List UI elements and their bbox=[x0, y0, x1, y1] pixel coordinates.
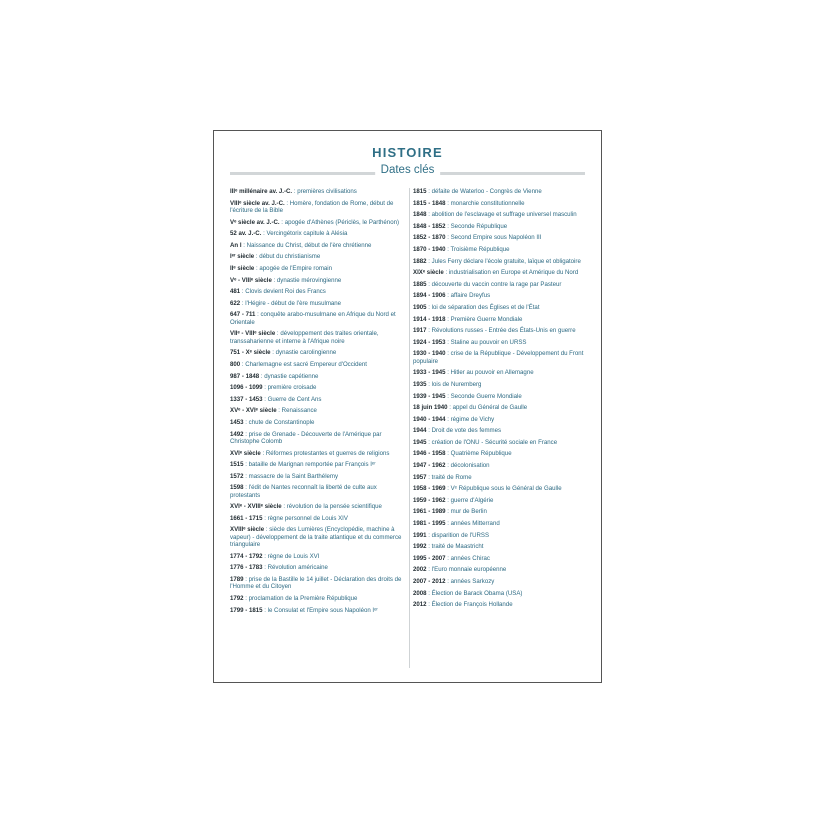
entry-text: : proclamation de la Première République bbox=[243, 595, 358, 603]
entry-date: 1946 - 1958 bbox=[413, 450, 446, 458]
entry-date: 1957 bbox=[413, 473, 427, 481]
entry-text: : Jules Ferry déclare l'école gratuite, laïque et obligatoire bbox=[426, 257, 581, 265]
entry-date: 1914 - 1918 bbox=[413, 315, 446, 323]
entry-date: 647 - 711 bbox=[230, 311, 256, 319]
timeline-entry bbox=[230, 484, 408, 499]
entry-text: : premières civilisations bbox=[292, 188, 357, 195]
timeline-entry bbox=[230, 461, 408, 468]
entry-date: 1961 - 1989 bbox=[413, 508, 446, 516]
timeline-entry bbox=[230, 553, 408, 560]
entry-date: 481 bbox=[230, 288, 241, 296]
entry-text: : mur de Berlin bbox=[445, 508, 487, 516]
entry-date: 1882 bbox=[413, 257, 427, 265]
entry-text: : guerre d'Algérie bbox=[445, 496, 494, 504]
timeline-entry bbox=[230, 473, 408, 480]
timeline-entry bbox=[230, 419, 408, 426]
entry-date: 1852 - 1870 bbox=[413, 234, 446, 242]
subtitle-row bbox=[230, 164, 585, 178]
timeline-entry bbox=[230, 230, 408, 237]
entry-date: 800 bbox=[230, 360, 241, 368]
entry-text: : bataille de Marignan remportée par François Iᵉʳ bbox=[243, 461, 376, 469]
timeline-entry bbox=[230, 277, 408, 284]
timeline-entry bbox=[413, 211, 591, 218]
entry-date: 1958 - 1969 bbox=[413, 485, 446, 493]
entry-date: 1995 - 2007 bbox=[413, 554, 446, 562]
timeline-entry bbox=[413, 369, 591, 376]
entry-date: XIXᵉ siècle bbox=[413, 269, 444, 277]
timeline-entry bbox=[230, 564, 408, 571]
timeline-entry bbox=[413, 327, 591, 334]
entry-text: : années Mitterrand bbox=[445, 520, 500, 528]
entry-text: : crise de la République - Développement du Front populaire bbox=[413, 350, 584, 365]
timeline-entry bbox=[413, 520, 591, 527]
timeline-entry bbox=[230, 431, 408, 446]
timeline-entry bbox=[230, 361, 408, 368]
entry-date: XVIᵉ - XVIIIᵉ siècle bbox=[230, 503, 282, 511]
entry-date: 1815 - 1848 bbox=[413, 199, 446, 207]
entry-date: XVᵉ - XVIᵉ siècle bbox=[230, 407, 277, 415]
entry-date: 18 juin 1940 bbox=[413, 404, 448, 412]
entry-text: : défaite de Waterloo - Congrès de Vienne bbox=[426, 188, 542, 195]
timeline-entry bbox=[230, 526, 408, 548]
entry-text: : apogée d'Athènes (Périclès, le Parthénon) bbox=[279, 218, 399, 226]
timeline-entry bbox=[413, 543, 591, 550]
timeline-entry bbox=[413, 462, 591, 469]
timeline-entry bbox=[413, 578, 591, 585]
timeline-entry bbox=[230, 311, 408, 326]
entry-date: 1981 - 1995 bbox=[413, 520, 446, 528]
entry-text: : Droit de vote des femmes bbox=[426, 427, 502, 435]
entry-text: : le Consulat et l'Empire sous Napoléon Iᵉʳ bbox=[262, 606, 378, 614]
timeline-entry bbox=[413, 485, 591, 492]
timeline-entry bbox=[413, 555, 591, 562]
entry-text: : industrialisation en Europe et Amérique du Nord bbox=[443, 269, 579, 277]
entry-text: : Révolution américaine bbox=[262, 564, 328, 572]
entry-date: 1905 bbox=[413, 303, 427, 311]
timeline-entry bbox=[413, 497, 591, 504]
entry-text: : Renaissance bbox=[276, 407, 317, 415]
timeline-entry bbox=[230, 200, 408, 215]
entry-text: : première croisade bbox=[262, 384, 317, 392]
entry-date: 52 av. J.-C. bbox=[230, 230, 262, 238]
entry-date: 1096 - 1099 bbox=[230, 384, 263, 392]
entry-date: XVIIIᵉ siècle bbox=[230, 526, 265, 534]
timeline-entry bbox=[413, 590, 591, 597]
timeline-entry bbox=[230, 607, 408, 614]
entry-text: : Vᵉ République sous le Général de Gaulle bbox=[445, 485, 562, 493]
entry-text: : dynastie mérovingienne bbox=[271, 276, 342, 284]
timeline-entry bbox=[230, 384, 408, 391]
entry-text: : Révolutions russes - Entrée des États-Unis en guerre bbox=[426, 327, 576, 335]
entry-date: 1789 bbox=[230, 576, 244, 584]
timeline-entry bbox=[413, 601, 591, 608]
entry-text: : l'Hégire - début de l'ère musulmane bbox=[240, 299, 342, 307]
entry-date: 1337 - 1453 bbox=[230, 395, 263, 403]
timeline-entry bbox=[413, 404, 591, 411]
entry-text: : Vercingétorix capitule à Alésia bbox=[261, 230, 348, 238]
entry-date: IIIᵉ millénaire av. J.-C. bbox=[230, 188, 293, 195]
entry-date: 1992 bbox=[413, 543, 427, 551]
entry-text: : appel du Général de Gaulle bbox=[447, 404, 528, 412]
timeline-entry bbox=[413, 223, 591, 230]
timeline-entry bbox=[413, 427, 591, 434]
timeline-entry bbox=[230, 265, 408, 272]
timeline-entry bbox=[230, 373, 408, 380]
entry-text: : années Sarkozy bbox=[445, 578, 495, 585]
entry-text: : dynastie carolingienne bbox=[270, 349, 337, 357]
entry-date: 1947 - 1962 bbox=[413, 462, 446, 470]
entry-date: XVIᵉ siècle bbox=[230, 449, 261, 457]
entry-text: : Élection de François Hollande bbox=[426, 601, 513, 609]
right-column bbox=[413, 188, 591, 609]
entry-date: 987 - 1848 bbox=[230, 372, 260, 380]
timeline-entry bbox=[230, 515, 408, 522]
entry-date: Vᵉ siècle av. J.-C. bbox=[230, 218, 280, 226]
entry-text: : régime de Vichy bbox=[445, 415, 495, 423]
entry-text: : Homère, fondation de Rome, début de l'écriture de la Bible bbox=[230, 199, 394, 214]
entry-text: : années Chirac bbox=[445, 554, 490, 562]
entry-date: 2008 bbox=[413, 589, 427, 597]
entry-text: : dynastie capétienne bbox=[259, 372, 319, 380]
timeline-entry bbox=[413, 188, 591, 195]
entry-text: : Seconde République bbox=[445, 222, 508, 230]
timeline-entry bbox=[413, 292, 591, 299]
entry-text: : siècle des Lumières (Encyclopédie, machine à vapeur) - développement de la traite atlantique et du commerce triangulaire bbox=[230, 526, 402, 549]
timeline-entry bbox=[230, 450, 408, 457]
timeline-entry bbox=[413, 381, 591, 388]
entry-text: : révolution de la pensée scientifique bbox=[281, 503, 382, 511]
entry-date: 2012 bbox=[413, 601, 427, 609]
timeline-entry bbox=[413, 474, 591, 481]
entry-text: : conquête arabo-musulmane en Afrique du Nord et Orientale bbox=[230, 311, 396, 326]
timeline-entry bbox=[230, 330, 408, 345]
subtitle: Dates clés bbox=[375, 164, 441, 176]
entry-date: 1933 - 1945 bbox=[413, 369, 446, 377]
timeline-entry bbox=[413, 269, 591, 276]
timeline-entry bbox=[230, 595, 408, 602]
entry-date: 1885 bbox=[413, 280, 427, 288]
entry-text: : Seconde Guerre Mondiale bbox=[445, 392, 522, 400]
entry-date: 1848 bbox=[413, 211, 427, 219]
entry-text: : Première Guerre Mondiale bbox=[445, 315, 523, 323]
entry-date: 1991 bbox=[413, 531, 427, 539]
entry-text: : Second Empire sous Napoléon III bbox=[445, 234, 542, 242]
entry-text: : loi de séparation des Églises et de l'État bbox=[426, 303, 540, 311]
timeline-entry bbox=[413, 200, 591, 207]
timeline-entry bbox=[413, 350, 591, 365]
entry-date: 1939 - 1945 bbox=[413, 392, 446, 400]
entry-date: Iᵉʳ siècle bbox=[230, 253, 255, 261]
entry-text: : massacre de la Saint Barthélemy bbox=[243, 472, 339, 480]
entry-date: 2007 - 2012 bbox=[413, 578, 446, 585]
entry-date: An I bbox=[230, 241, 242, 249]
timeline-entry bbox=[230, 300, 408, 307]
timeline-entry bbox=[413, 439, 591, 446]
entry-date: 1515 bbox=[230, 461, 244, 469]
entry-text: : Hitler au pouvoir en Allemagne bbox=[445, 369, 534, 377]
entry-text: : développement des traites orientale, transsaharienne et interne à l'Afrique noire bbox=[230, 330, 379, 345]
entry-text: : prise de Grenade - Découverte de l'Amérique par Christophe Colomb bbox=[230, 430, 382, 445]
entry-date: 1774 - 1792 bbox=[230, 552, 263, 560]
entry-date: IIᵉ siècle bbox=[230, 264, 255, 272]
timeline-entry bbox=[413, 508, 591, 515]
entry-text: : création de l'ONU - Sécurité sociale en France bbox=[426, 438, 558, 446]
entry-date: 1815 bbox=[413, 188, 427, 195]
left-column bbox=[230, 188, 408, 614]
entry-text: : Troisième République bbox=[445, 245, 510, 253]
entry-text: : découverte du vaccin contre la rage par Pasteur bbox=[426, 280, 562, 288]
entry-text: : disparition de l'URSS bbox=[426, 531, 490, 539]
entry-date: VIIᵉ - VIIIᵉ siècle bbox=[230, 330, 276, 338]
entry-text: : l'Euro monnaie européenne bbox=[426, 566, 507, 574]
entry-date: 1870 - 1940 bbox=[413, 245, 446, 253]
timeline-entry bbox=[230, 503, 408, 510]
entry-date: 1894 - 1906 bbox=[413, 292, 446, 300]
entry-text: : chute de Constantinople bbox=[243, 418, 315, 426]
entry-text: : l'édit de Nantes reconnaît la liberté de culte aux protestants bbox=[230, 484, 377, 499]
page-title: HISTOIRE bbox=[372, 145, 443, 160]
entry-date: 1935 bbox=[413, 380, 427, 388]
entry-date: VIIIᵉ siècle av. J.-C. bbox=[230, 199, 285, 207]
timeline-entry bbox=[230, 253, 408, 260]
entry-text: : Naissance du Christ, début de l'ère chrétienne bbox=[241, 241, 372, 249]
timeline-entry bbox=[413, 450, 591, 457]
entry-date: 1661 - 1715 bbox=[230, 514, 263, 522]
entry-text: : apogée de l'Empire romain bbox=[254, 264, 333, 272]
timeline-entry bbox=[230, 188, 408, 195]
timeline-entry bbox=[413, 416, 591, 423]
timeline-entry bbox=[413, 246, 591, 253]
timeline-entry bbox=[413, 258, 591, 265]
entry-date: 1492 bbox=[230, 430, 244, 438]
entry-date: 1944 bbox=[413, 427, 427, 435]
timeline-entry bbox=[413, 316, 591, 323]
entry-date: 622 bbox=[230, 299, 241, 307]
timeline-entry bbox=[230, 407, 408, 414]
entry-text: : prise de la Bastille le 14 juillet - Déclaration des droits de l'Homme et du Citoyen bbox=[230, 576, 402, 591]
entry-date: 1917 bbox=[413, 327, 427, 335]
timeline-entry bbox=[413, 393, 591, 400]
entry-date: 1799 - 1815 bbox=[230, 606, 263, 614]
history-card bbox=[213, 130, 602, 683]
entry-text: : Staline au pouvoir en URSS bbox=[445, 338, 527, 346]
entry-text: : décolonisation bbox=[445, 462, 490, 470]
timeline-entry bbox=[413, 566, 591, 573]
entry-text: : abolition de l'esclavage et suffrage universel masculin bbox=[426, 211, 577, 219]
entry-date: Vᵉ - VIIIᵉ siècle bbox=[230, 276, 272, 284]
entry-text: : traité de Rome bbox=[426, 473, 472, 481]
timeline-entry bbox=[230, 288, 408, 295]
timeline-entry bbox=[413, 532, 591, 539]
entry-date: 1598 bbox=[230, 484, 244, 492]
entry-text: : Quatrième République bbox=[445, 450, 512, 458]
entry-date: 1930 - 1940 bbox=[413, 350, 446, 358]
timeline-entry bbox=[230, 576, 408, 591]
entry-text: : monarchie constitutionnelle bbox=[445, 199, 525, 207]
entry-date: 751 - Xᵉ siècle bbox=[230, 349, 271, 357]
timeline-entry bbox=[230, 349, 408, 356]
entry-date: 1453 bbox=[230, 418, 244, 426]
timeline-entry bbox=[413, 304, 591, 311]
entry-date: 1792 bbox=[230, 595, 244, 603]
entry-text: : traité de Maastricht bbox=[426, 543, 484, 551]
entry-date: 2002 bbox=[413, 566, 427, 574]
entry-text: : Charlemagne est sacré Empereur d'Occident bbox=[240, 360, 367, 368]
entry-text: : Élection de Barack Obama (USA) bbox=[426, 589, 523, 597]
entry-date: 1848 - 1852 bbox=[413, 222, 446, 230]
entry-date: 1940 - 1944 bbox=[413, 415, 446, 423]
timeline-entry bbox=[413, 234, 591, 241]
column-divider bbox=[409, 188, 410, 668]
entry-text: : début du christianisme bbox=[254, 253, 321, 261]
timeline-entry bbox=[230, 396, 408, 403]
entry-text: : Réformes protestantes et guerres de religions bbox=[260, 449, 390, 457]
entry-text: : Clovis devient Roi des Francs bbox=[240, 288, 326, 296]
entry-date: 1776 - 1783 bbox=[230, 564, 263, 572]
timeline-entry bbox=[413, 281, 591, 288]
entry-date: 1572 bbox=[230, 472, 244, 480]
entry-date: 1924 - 1953 bbox=[413, 338, 446, 346]
entry-text: : Guerre de Cent Ans bbox=[262, 395, 322, 403]
timeline-entry bbox=[230, 219, 408, 226]
timeline-entry bbox=[230, 242, 408, 249]
timeline-entry bbox=[413, 339, 591, 346]
entry-text: : règne personnel de Louis XIV bbox=[262, 514, 348, 522]
entry-text: : lois de Nuremberg bbox=[426, 380, 482, 388]
entry-date: 1945 bbox=[413, 438, 427, 446]
entry-text: : règne de Louis XVI bbox=[262, 552, 320, 560]
entry-text: : affaire Dreyfus bbox=[445, 292, 491, 300]
entry-date: 1959 - 1962 bbox=[413, 496, 446, 504]
